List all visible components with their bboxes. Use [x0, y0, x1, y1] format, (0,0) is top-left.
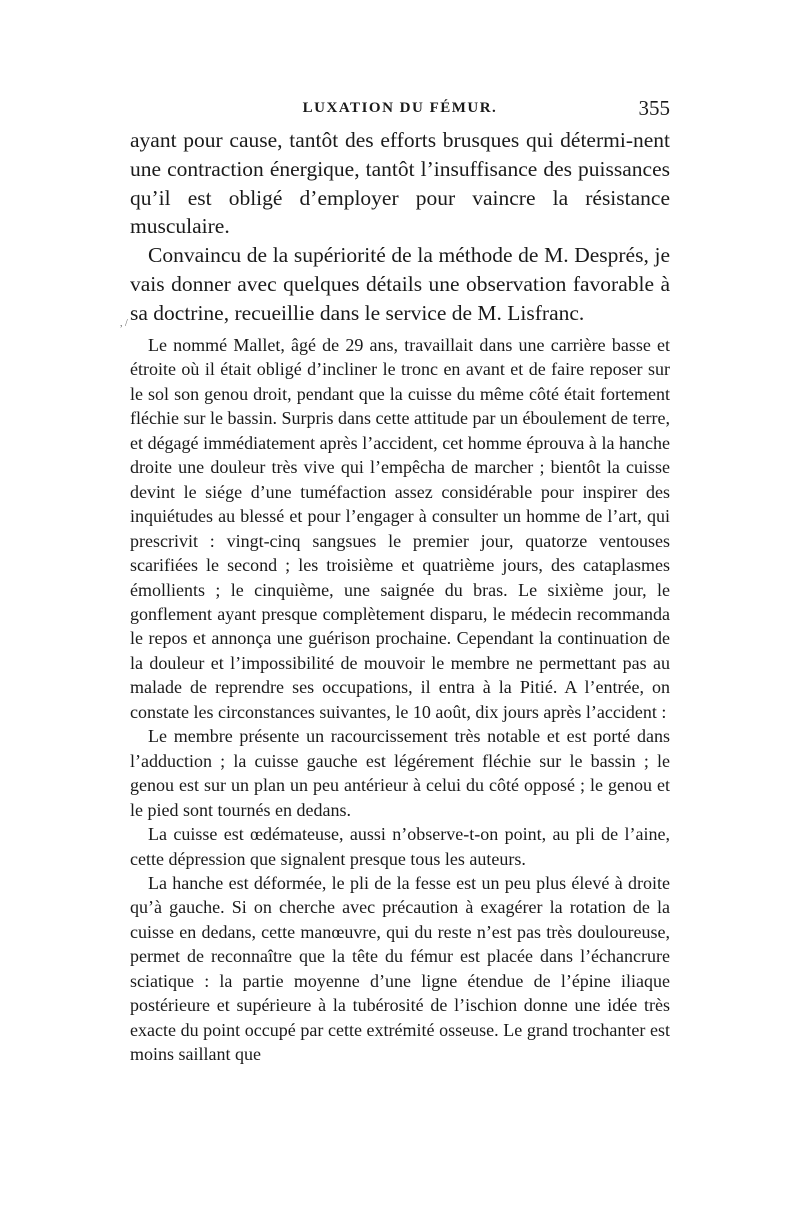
running-title: LUXATION DU FÉMUR. — [302, 100, 498, 116]
body-text-upper — [130, 126, 670, 328]
body-text-observation — [130, 333, 670, 1067]
paragraph-case-history: Le nommé Mallet, âgé de 29 ans, travaillait dans une carrière basse et étroite où il était obligé d’incliner le tronc en avant et de faire reposer sur le sol son genou droit, pendant que la cuisse du même côté était fortement fléchie sur le bassin. Surpris dans cette attitude par un éboulement de terre, et dégagé immédiatement après l’accident, cet homme éprouva à la hanche droite une douleur très vive qui l’empêcha de marcher ; bientôt la cuisse devint le siége d’une tuméfaction assez considérable pour inspirer des inquiétudes au blessé et pour l’engager à consulter un homme de l’art, qui prescrivit : vingt-cinq sangsues le premier jour, quatorze ventouses scarifiées le second ; les troisième et quatrième jours, des cataplasmes émollients ; le cinquième, une saignée du bras. Le sixième jour, le gonflement ayant presque complètement disparu, le médecin recommanda le repos et annonça une guérison prochaine. Cependant la continuation de la douleur et l’impossibilité de mouvoir le membre ne permettant pas au malade de reprendre ses occupations, il entra à la Pitié. A l’entrée, on constate les circonstances suivantes, le 10 août, dix jours après l’accident : — [130, 335, 670, 722]
page-header — [130, 96, 670, 124]
paragraph-hip: La hanche est déformée, le pli de la fesse est un peu plus élevé à droite qu’à gauche. Si on cherche avec précaution à exagérer la rotation de la cuisse en dedans, cette manœuvre, qui du reste n’est pas très douloureuse, permet de reconnaître que la tête du fémur est placée dans l’échancrure sciatique : la partie moyenne d’une ligne étendue de l’épine iliaque postérieure et supérieure à la tubérosité de l’ischion donne une idée très exacte du point occupé par cette extrémité osseuse. Le grand trochanter est moins saillant que — [130, 872, 670, 1065]
paragraph-limb: Le membre présente un racourcissement très notable et est porté dans l’adduction ; la cuisse gauche est légérement fléchie sur le bassin ; le genou est sur un plan un peu antérieur à celui du côté opposé ; le genou et le pied sont tournés en dedans. — [130, 726, 670, 820]
paragraph-intro: Convaincu de la supériorité de la méthode de M. Després, je vais donner avec quelques détails une observation favorable à sa doctrine, recueillie dans le service de M. Lisfranc. — [130, 243, 670, 325]
page-number: 355 — [638, 96, 670, 120]
paragraph-continuation: ayant pour cause, tantôt des efforts brusques qui détermi-nent une contraction énergique, tantôt l’insuffisance des puissances qu’il est obligé d’employer pour vaincre la résistance musculaire. — [130, 128, 670, 239]
margin-mark: , / — [120, 318, 128, 329]
paragraph-thigh: La cuisse est œdémateuse, aussi n’observe-t-on point, au pli de l’aine, cette dépression que signalent presque tous les auteurs. — [130, 824, 670, 869]
